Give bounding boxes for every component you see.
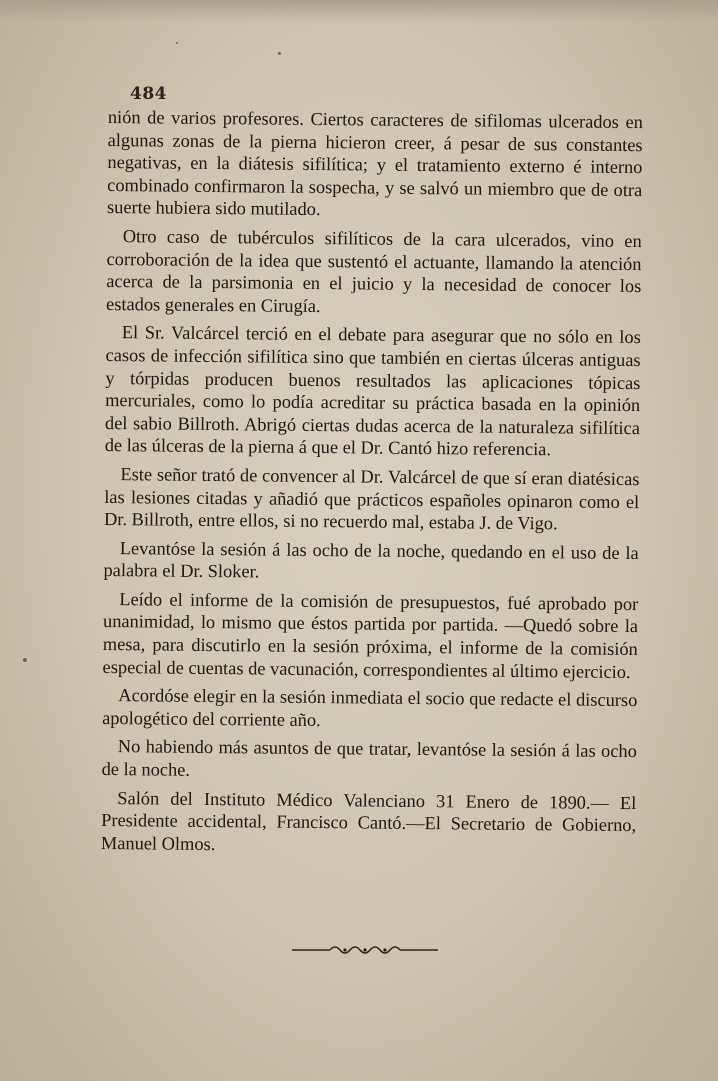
paragraph-valcarcel: El Sr. Valcárcel terció en el debate para asegurar que no sólo en los casos de infección sifilítica sino que también en ciertas úlceras antiguas y tórpidas producen buenos resultados las aplicaciones tópicas mercuriales, como lo podía acreditar su práctica basada en la opinión del sabio Billroth. Abrigó ciertas dudas acerca de la naturaleza sifilítica de las úlceras de la pierna á que el Dr. Cantó hizo referencia. — [104, 322, 641, 460]
paragraph-signature: Salón del Instituto Médico Valenciano 31 Enero de 1890.— El Presidente accidental, Francisco Cantó.—El Secretario de Gobierno, Manuel Olmos. — [100, 787, 637, 854]
decorative-rule-icon — [290, 942, 440, 958]
paragraph-session-closed: Levantóse la sesión á las ocho de la noche, quedando en el uso de la palabra el Dr. Sloker. — [103, 537, 639, 582]
paragraph-canto-reply: Este señor trató de convencer al Dr. Valcárcel de que sí eran diatésicas las lesiones citadas y añadió que prácticos españoles opinaron como el Dr. Billroth, entre ellos, si no recuerdo mal, estaba J. de Vigo. — [103, 464, 640, 534]
page-top-shadow — [0, 0, 718, 22]
paper-speck — [176, 42, 178, 44]
paper-speck — [278, 52, 281, 55]
body-text — [101, 106, 643, 866]
paragraph-adjourn: No habiendo más asuntos de que tratar, levantóse la sesión á las ocho de la noche. — [101, 736, 637, 780]
page-number: 484 — [130, 84, 167, 104]
paragraph-tuberculos: Otro caso de tubérculos sifilíticos de la cara ulcerados, vino en corroboración de la idea que sustentó el actuante, llamando la atención acerca de la parsimonia en el juicio y la necesidad de conocer los estados generales en Cirugía. — [106, 226, 642, 316]
paragraph-continuation: nión de varios profesores. Ciertos caracteres de sifilomas ulcerados en algunas zonas de la pierna hicieron creer, á pesar de sus constantes negativas, en la diátesis sifilítica; y el tratamiento externo é interno combinado confirmaron la sospecha, y se salvó un miembro que de otra suerte hubiera sido mutilado. — [106, 106, 643, 220]
paragraph-discourse: Acordóse elegir en la sesión inmediata el socio que redacte el discurso apologético del corriente año. — [102, 685, 638, 730]
paragraph-budget-report: Leído el informe de la comisión de presupuestos, fué aprobado por unanimidad, lo mismo que éstos partida por partida. —Quedó sobre la mesa, para discutirlo en la sesión próxima, el informe de la comisión especial de cuentas de vacunación, correspondientes al último ejercicio. — [102, 589, 639, 682]
paper-speck — [23, 658, 27, 662]
